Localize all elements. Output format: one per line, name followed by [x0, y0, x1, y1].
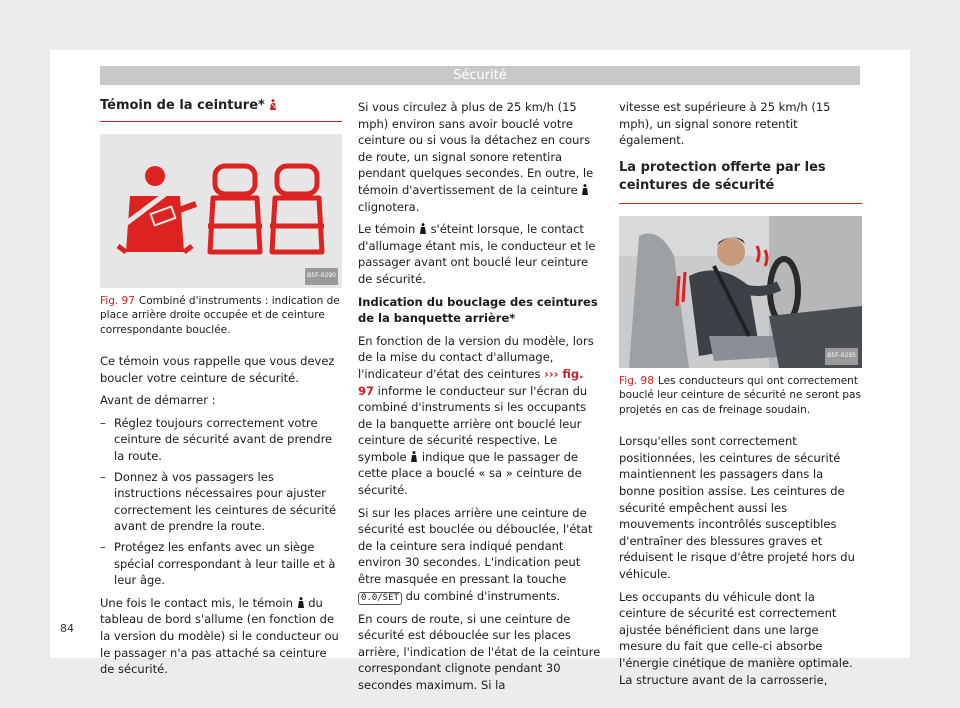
section-title-text: Témoin de la ceinture* [100, 98, 265, 113]
figure-caption [100, 294, 342, 338]
text-span: En fonction de la version du modèle, lors de la mise du contact d'allumage, l'indicateur d'état des ceintures [358, 333, 594, 381]
figure-code: B5F-0290 [305, 268, 338, 285]
paragraph: En cours de route, si une ceinture de sécurité est débouclée sur les places arrière, l'indication de l'état de la ceinture correspondant clignote pendant 30 secondes maximum. Si la [358, 611, 601, 692]
text-span: Le témoin [358, 222, 416, 237]
paragraph [100, 595, 342, 678]
column-3 [619, 99, 862, 694]
paragraph: Lorsqu'elles sont correctement positionnées, les ceintures de sécurité maintiennent les passagers dans la bonne position assise. Les ceintures de sécurité empêchent aussi les mouvements incontrôlés susceptibles d'entraîner des blessures graves et réduisent le risque d'être projeté hors du véhicule. [619, 434, 855, 582]
seatbelt-icon [419, 223, 427, 234]
header-bar: Sécurité [100, 66, 860, 85]
text-span: Si vous circulez à plus de 25 km/h (15 mph) environ sans avoir bouclé votre ceinture ou si vous la détachez en cours de route, un signal sonore retentira pendant quelques secondes. En outre, le témoin d'avertissement de la ceinture [358, 100, 594, 197]
figure-caption [619, 374, 862, 418]
figure-seatbelt-indicator [100, 134, 342, 288]
paragraph: Ce témoin vous rappelle que vous devez boucler votre ceinture de sécurité. [100, 354, 335, 385]
seatbelt-icon [269, 99, 277, 110]
figure-label: Fig. 97 [100, 294, 135, 307]
section-title: La protection offerte par les ceintures de sécurité [619, 159, 862, 204]
text-span: du tableau de bord s'allume (en fonction de la version du modèle) si le conducteur ou le passager n'a pas attaché sa ceinture de sécurité. [100, 595, 339, 677]
figure-driver-seatbelt [619, 216, 862, 368]
paragraph [358, 505, 602, 605]
text-span: Si sur les places arrière une ceinture de sécurité est bouclée ou débouclée, l'état de la ceinture sera indiqué pendant environ 30 secondes. L'indication peut être masquée en pressant la touche [358, 505, 593, 587]
instruction-list [100, 415, 342, 589]
caption-text: Combiné d'instruments : indication de place arrière droite occupée et de ceinture correspondante bouclée. [100, 294, 340, 336]
text-span: informe le conducteur sur l'écran du combiné d'instruments si les occupants de la banquette arrière ont bouclé leur ceinture de sécurité respective. Le symbole [358, 383, 588, 464]
column-1 [100, 98, 342, 684]
set-key-label: 0.0/SET [358, 592, 402, 605]
list-item: – Réglez toujours correctement votre ceinture de sécurité avant de prendre la route. [100, 415, 342, 465]
paragraph [358, 221, 602, 287]
figure-label: Fig. 98 [619, 374, 654, 387]
text-span: du combiné d'instruments. [405, 588, 561, 603]
text-span: Une fois le contact mis, le témoin [100, 595, 293, 610]
column-2 [358, 99, 602, 700]
seatbelt-icon [581, 184, 589, 195]
seatbelt-icon [297, 597, 305, 608]
seatbelt-icon [410, 451, 418, 462]
list-item: – Protégez les enfants avec un siège spécial correspondant à leur taille et à leur âge. [100, 539, 342, 589]
section-title [100, 98, 342, 122]
subheading: Indication du bouclage des ceintures de la banquette arrière* [358, 294, 598, 326]
driver-illustration [619, 216, 862, 368]
seat-indicator-illustration [100, 134, 342, 288]
text-span: clignotera. [358, 199, 420, 214]
paragraph [358, 333, 602, 499]
figure-code: B5F-0295 [825, 348, 858, 365]
figure-reference-link[interactable]: ››› fig. 97 [358, 366, 584, 398]
text-span: s'éteint lorsque, le contact d'allumage étant mis, le conducteur et le passager avant ont bouclé leur ceinture de sécurité. [358, 222, 596, 286]
paragraph [358, 99, 602, 215]
paragraph: Les occupants du véhicule dont la ceinture de sécurité est correctement ajustée bénéficient dans une large mesure du fait que celle-ci absorbe l'énergie cinétique de manière optimale. La structure avant de la carrosserie, [619, 589, 853, 687]
paragraph: vitesse est supérieure à 25 km/h (15 mph), un signal sonore retentit également. [619, 100, 831, 148]
page-number: 84 [60, 622, 74, 635]
text-span: indique que le passager de cette place a bouclé « sa » ceinture de sécurité. [358, 449, 582, 498]
list-item: – Donnez à vos passagers les instructions nécessaires pour ajuster correctement les ceintures de sécurité avant de prendre la route. [100, 469, 342, 535]
paragraph: Avant de démarrer : [100, 393, 216, 408]
caption-text: Les conducteurs qui ont correctement bouclé leur ceinture de sécurité ne seront pas projetés en cas de freinage soudain. [619, 374, 861, 416]
